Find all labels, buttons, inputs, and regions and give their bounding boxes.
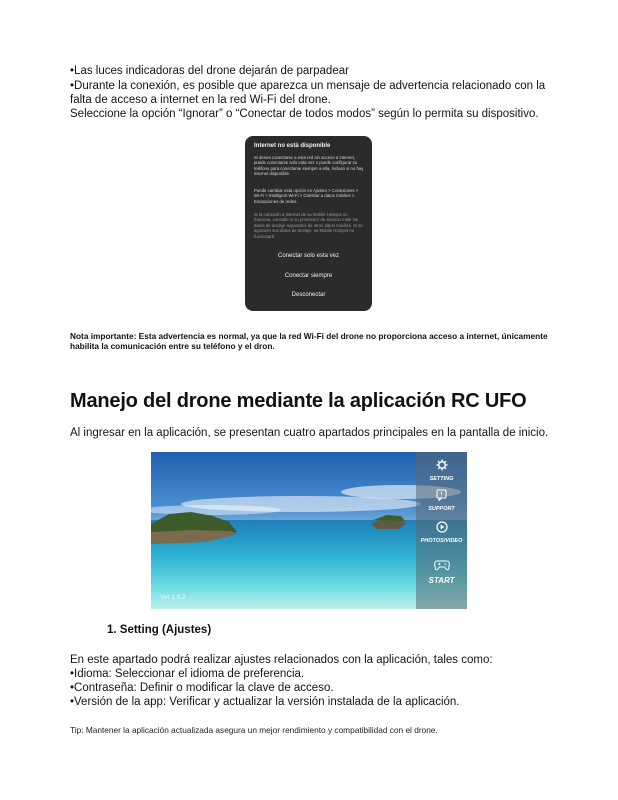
play-icon: [436, 521, 448, 533]
section-title: Manejo del drone mediante la aplicación RC UFO: [70, 390, 527, 412]
photos-video-menu-item[interactable]: [416, 520, 467, 545]
intro-line: falta de acceso a internet en la red Wi-Fi del drone.: [70, 94, 331, 106]
settings-line: •Versión de la app: Verificar y actualizar la versión instalada de la aplicación.: [70, 696, 460, 708]
subsection-title: 1. Setting (Ajustes): [107, 624, 212, 636]
tip-text: Tip: Mantener la aplicación actualizada asegura un mejor rendimiento y compatibilidad con el drone.: [70, 725, 438, 735]
intro-line: •Durante la conexión, es posible que aparezca un mensaje de advertencia relacionado con la: [70, 80, 546, 92]
settings-line: En este apartado podrá realizar ajustes relacionados con la aplicación, tales como:: [70, 654, 493, 666]
settings-line: •Idioma: Seleccionar el idioma de preferencia.: [70, 668, 305, 680]
setting-menu-item[interactable]: [416, 458, 467, 483]
menu-label: START: [428, 576, 455, 585]
connect-always-button[interactable]: Conectar siempre: [284, 273, 333, 279]
dialog-text: Si la conexión a Internet de su Mobile Hotspot no funciona, consulte si su proveedor de servicio mide los datos de anclaje separados de otros datos móviles. Si se agotaron sus datos de anclaje, su Mobile Hotspot no funcionará.: [254, 212, 363, 239]
menu-label: SUPPORT: [428, 506, 455, 512]
disconnect-button[interactable]: Desconectar: [291, 292, 326, 298]
start-menu-item[interactable]: [416, 558, 467, 586]
section-intro: Al ingresar en la aplicación, se presentan cuatro apartados principales en la pantalla de inicio.: [70, 427, 549, 439]
intro-line: Seleccione la opción “Ignorar” o “Conectar de todos modos” según lo permita su dispositivo.: [70, 108, 539, 120]
dialog-title: Internet no está disponible: [254, 143, 331, 149]
important-note: Nota importante: Esta advertencia es normal, ya que la red Wi-Fi del drone no proporciona acceso a internet, únicamente habilita la comunicación entre su teléfono y el dron.: [70, 331, 548, 351]
app-version: Ver.1.9.2: [160, 594, 186, 601]
gamepad-icon: [434, 559, 450, 571]
app-side-menu: [416, 452, 467, 609]
settings-line: •Contraseña: Definir o modificar la clave de acceso.: [70, 682, 334, 694]
dialog-text: Puede cambiar esta opción en Ajustes > Conexiones > Wi-Fi > Intelligent Wi-Fi > Cambiar a datos móviles > Excepciones de redes.: [254, 188, 359, 204]
menu-label: PHOTOS/VIDEO: [420, 538, 463, 544]
dialog-text: Si desea conectarse a esta red sin acceso a internet, puede conectarse solo esta vez o puede configurar su teléfono para conectarse siempre a ella, incluso si no hay internet disponible.: [254, 155, 364, 177]
app-home-screenshot: [151, 452, 467, 609]
support-menu-item[interactable]: [416, 488, 467, 513]
support-icon: [436, 489, 447, 501]
connect-once-button[interactable]: Conectar solo esta vez: [277, 253, 340, 259]
no-internet-dialog: [245, 136, 372, 311]
gear-icon: [436, 459, 448, 471]
menu-label: SETTING: [429, 476, 454, 482]
intro-line: •Las luces indicadoras del drone dejarán de parpadear: [70, 65, 349, 77]
